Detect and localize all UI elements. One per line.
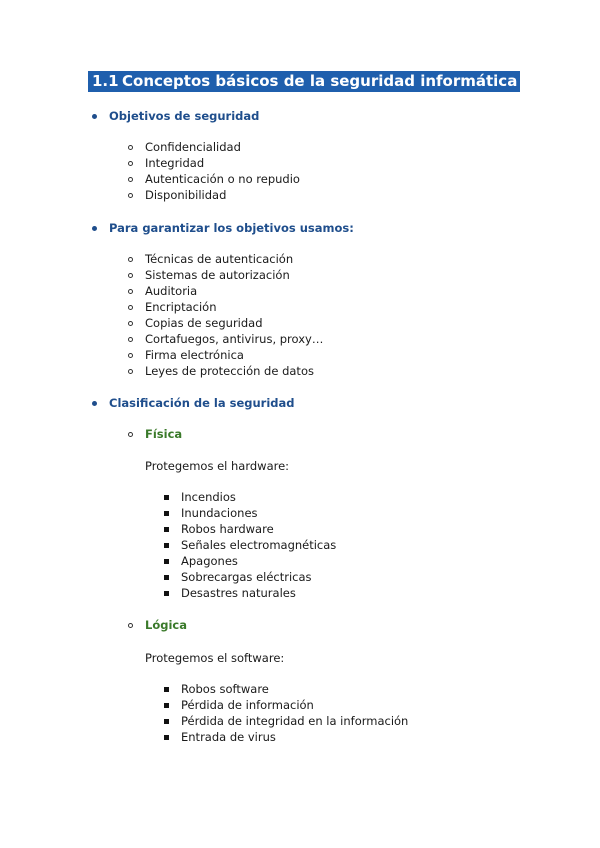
bullet-circle-icon (128, 257, 133, 262)
list-item: Leyes de protección de datos (145, 364, 314, 378)
bullet-square-icon (164, 687, 169, 692)
list-item: Disponibilidad (145, 188, 227, 202)
garantizar-title: Para garantizar los objetivos usamos: (109, 221, 354, 235)
bullet-square-icon (164, 735, 169, 740)
heading-number: 1.1 (92, 72, 119, 90)
bullet-square-icon (164, 527, 169, 532)
bullet-circle-icon (128, 145, 133, 150)
list-item: Desastres naturales (181, 586, 296, 600)
bullet-dot-icon (92, 226, 97, 231)
section-heading (88, 71, 520, 92)
bullet-square-icon (164, 559, 169, 564)
bullet-circle-icon (128, 273, 133, 278)
list-item: Entrada de virus (181, 730, 276, 744)
list-item: Confidencialidad (145, 140, 241, 154)
list-item: Sistemas de autorización (145, 268, 290, 282)
bullet-square-icon (164, 511, 169, 516)
bullet-circle-icon (128, 623, 133, 628)
list-item: Encriptación (145, 300, 217, 314)
clasificacion-title: Clasificación de la seguridad (109, 396, 295, 410)
bullet-square-icon (164, 591, 169, 596)
list-item: Robos software (181, 682, 269, 696)
list-item: Autenticación o no repudio (145, 172, 300, 186)
list-item: Inundaciones (181, 506, 258, 520)
list-item: Apagones (181, 554, 238, 568)
bullet-dot-icon (92, 401, 97, 406)
list-item: Copias de seguridad (145, 316, 263, 330)
objetivos-title: Objetivos de seguridad (109, 109, 260, 123)
bullet-square-icon (164, 543, 169, 548)
bullet-square-icon (164, 719, 169, 724)
bullet-circle-icon (128, 321, 133, 326)
fisica-title: Física (145, 427, 183, 441)
list-item: Técnicas de autenticación (145, 252, 294, 266)
bullet-square-icon (164, 575, 169, 580)
list-item: Sobrecargas eléctricas (181, 570, 312, 584)
bullet-circle-icon (128, 432, 133, 437)
list-item: Auditoria (145, 284, 198, 298)
bullet-circle-icon (128, 369, 133, 374)
bullet-circle-icon (128, 353, 133, 358)
list-item: Incendios (181, 490, 236, 504)
logica-title: Lógica (145, 618, 187, 632)
list-item: Firma electrónica (145, 348, 244, 362)
list-item: Pérdida de información (181, 698, 314, 712)
bullet-circle-icon (128, 289, 133, 294)
heading-title: Conceptos básicos de la seguridad informática (122, 72, 518, 90)
logica-intro: Protegemos el software: (145, 651, 285, 665)
bullet-square-icon (164, 495, 169, 500)
list-item: Pérdida de integridad en la información (181, 714, 409, 728)
fisica-intro: Protegemos el hardware: (145, 459, 290, 473)
bullet-circle-icon (128, 337, 133, 342)
list-item: Integridad (145, 156, 205, 170)
list-item: Robos hardware (181, 522, 274, 536)
bullet-dot-icon (92, 114, 97, 119)
bullet-square-icon (164, 703, 169, 708)
list-item: Cortafuegos, antivirus, proxy… (145, 332, 324, 346)
bullet-circle-icon (128, 161, 133, 166)
bullet-circle-icon (128, 193, 133, 198)
bullet-circle-icon (128, 305, 133, 310)
list-item: Señales electromagnéticas (181, 538, 337, 552)
bullet-circle-icon (128, 177, 133, 182)
